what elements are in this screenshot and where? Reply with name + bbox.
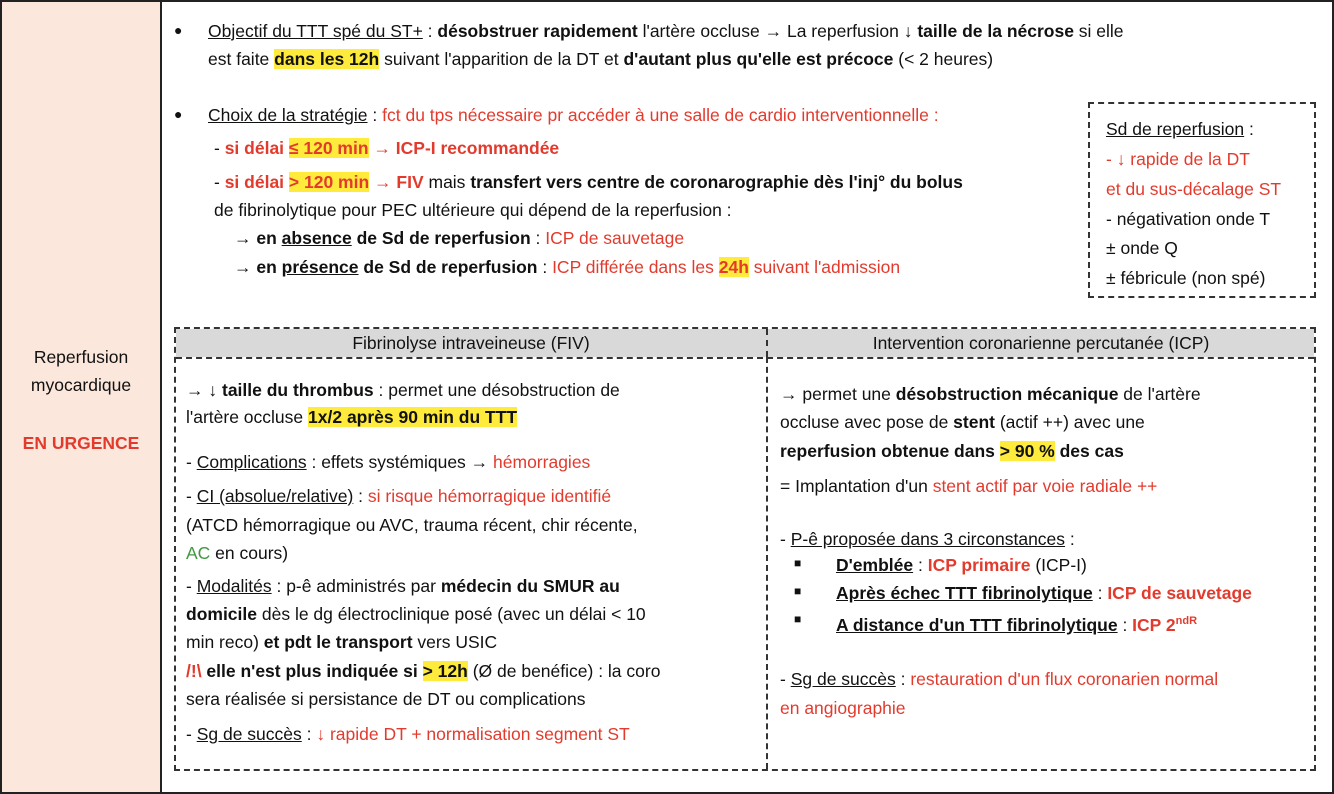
square-bullet-icon: ■ — [794, 556, 802, 570]
fiv-complications: - Complications : effets systémiques → hémorragies — [186, 452, 591, 472]
sd-box-line2: et du sus-décalage ST — [1106, 179, 1282, 199]
fiv-success: - Sg de succès : ↓ rapide DT + normalisation segment ST — [186, 724, 630, 744]
sd-box-line3: - négativation onde T — [1106, 209, 1271, 229]
strategie-line4: de fibrinolytique pour PEC ultérieure qui dépend de la reperfusion : — [214, 200, 732, 220]
icp-line2: occluse avec pose de stent (actif ++) avec une — [780, 412, 1145, 432]
objectif-line1: Objectif du TTT spé du ST+ : désobstruer rapidement l'artère occluse → La reperfusion ↓ taille de la nécrose si elle — [208, 21, 1124, 41]
icp-implantation: = Implantation d'un stent actif par voie radiale ++ — [780, 476, 1158, 496]
icp-line1: → permet une désobstruction mécanique de l'artère — [780, 384, 1201, 404]
fiv-modalites: - Modalités : p-ê administrés par médecin du SMUR au — [186, 576, 620, 596]
fiv-ci: - CI (absolue/relative) : si risque hémorragique identifié — [186, 486, 612, 506]
strategie-line2: - si délai ≤ 120 min → ICP-I recommandée — [214, 138, 560, 158]
strategie-line1: Choix de la stratégie : fct du tps nécessaire pr accéder à une salle de cardio interventionnelle : — [208, 105, 939, 125]
icp-success: - Sg de succès : restauration d'un flux coronarien normal — [780, 669, 1219, 689]
icp-header: Intervention coronarienne percutanée (ICP) — [768, 329, 1314, 357]
icp-success-line2: en angiographie — [780, 698, 906, 718]
icp-circ1: D'emblée : ICP primaire (ICP-I) — [836, 555, 1087, 575]
bullet-icon: ● — [174, 106, 183, 122]
row-header-cell — [2, 2, 162, 792]
bullet-icon: ● — [174, 22, 183, 38]
sd-box-line4: ± onde Q — [1106, 238, 1178, 258]
strategie-line3: - si délai > 120 min → FIV mais transfert vers centre de coronarographie dès l'inj° du bolus — [214, 172, 963, 192]
fiv-modalites-line3: min reco) et pdt le transport vers USIC — [186, 632, 498, 652]
icp-circonstances: - P-ê proposée dans 3 circonstances : — [780, 529, 1075, 549]
square-bullet-icon: ■ — [794, 612, 802, 626]
icp-line3: reperfusion obtenue dans > 90 % des cas — [780, 441, 1124, 461]
fiv-warning-line2: sera réalisée si persistance de DT ou complications — [186, 689, 586, 709]
fiv-header: Fibrinolyse intraveineuse (FIV) — [176, 329, 768, 357]
fiv-warning: /!\ elle n'est plus indiquée si > 12h (Ø de benéfice) : la coro — [186, 661, 661, 681]
fiv-ci-line3: AC en cours) — [186, 543, 289, 563]
header-divider — [176, 357, 1314, 359]
strategie-line6: → en présence de Sd de reperfusion : ICP différée dans les 24h suivant l'admission — [234, 257, 901, 277]
strategie-line5: → en absence de Sd de reperfusion : ICP de sauvetage — [234, 228, 685, 248]
fiv-line2: l'artère occluse 1x/2 après 90 min du TTT — [186, 407, 518, 427]
icp-circ2: Après échec TTT fibrinolytique : ICP de sauvetage — [836, 583, 1252, 603]
sd-box-line1: - ↓ rapide de la DT — [1106, 149, 1250, 169]
sd-box-line5: ± fébricule (non spé) — [1106, 268, 1266, 288]
column-divider — [766, 357, 768, 769]
objectif-line2: est faite dans les 12h suivant l'apparition de la DT et d'autant plus qu'elle est précoce (< 2 heures) — [208, 49, 994, 69]
fiv-ci-line2: (ATCD hémorragique ou AVC, trauma récent, chir récente, — [186, 515, 638, 535]
row-title-line1: Reperfusion — [33, 347, 129, 367]
row-title-line2: myocardique — [30, 375, 132, 395]
fiv-modalites-line2: domicile dès le dg électroclinique posé (avec un délai < 10 — [186, 604, 646, 624]
sd-reperfusion-box — [1088, 102, 1316, 298]
urgency-label: EN URGENCE — [22, 433, 140, 453]
square-bullet-icon: ■ — [794, 584, 802, 598]
sd-box-title: Sd de reperfusion : — [1106, 119, 1254, 139]
comparison-box — [174, 327, 1316, 771]
icp-circ3: A distance d'un TTT fibrinolytique : ICP $2^{ndR}$ — [836, 614, 1198, 635]
fiv-line1: → ↓ taille du thrombus : permet une désobstruction de — [186, 380, 620, 400]
